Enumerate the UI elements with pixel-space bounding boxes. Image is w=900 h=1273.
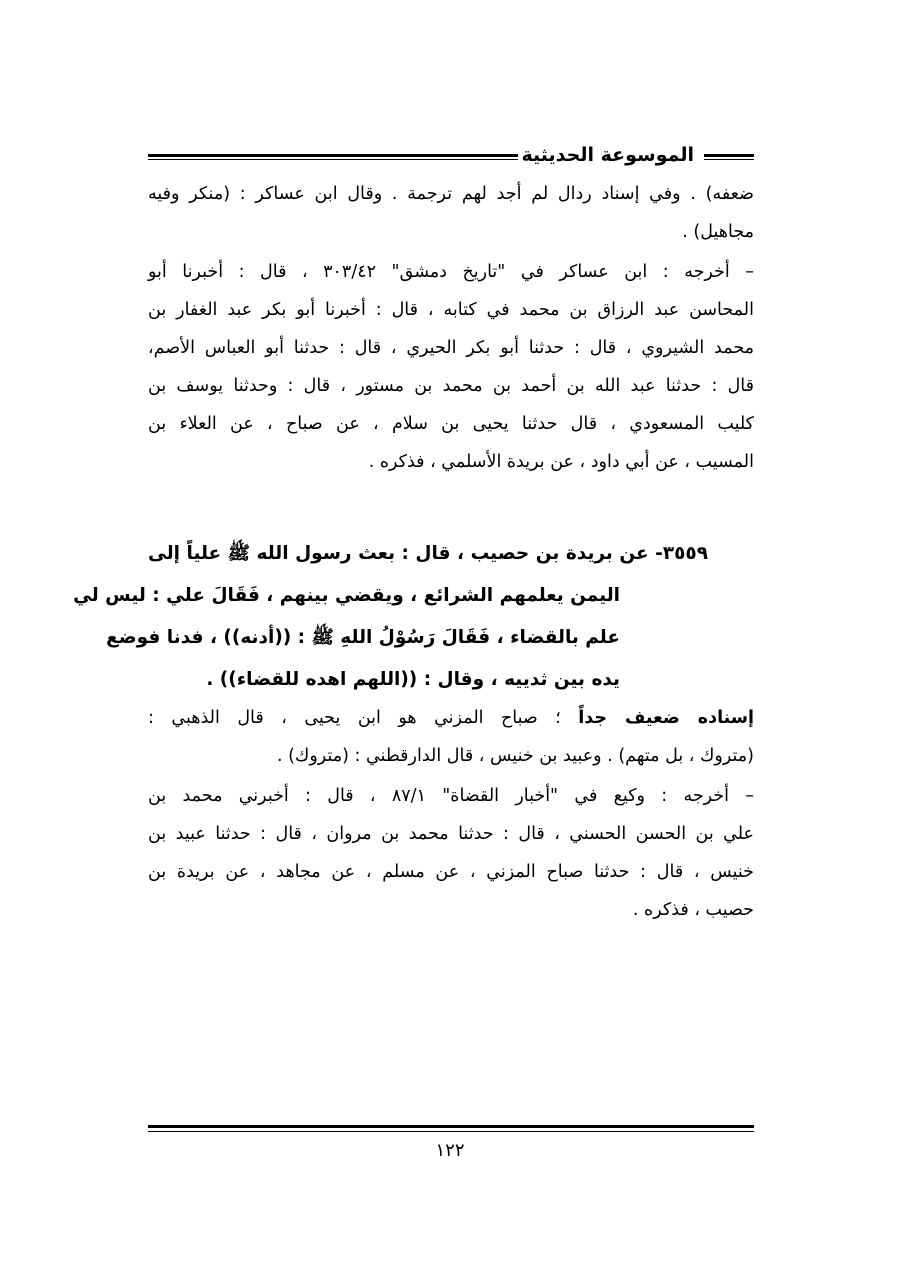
text-line: محمد الشيروي ، قال : حدثنا أبو بكر الحيري ، قال : حدثنا أبو العباس الأصم،: [148, 338, 754, 358]
isnad-grading: [148, 699, 754, 775]
page-number: ١٢٢: [435, 1140, 465, 1161]
isnad-label: إسناده ضعيف جداً: [578, 708, 754, 728]
text-line: قال : حدثنا عبد الله بن أحمد بن محمد بن مستور ، قال : وحدثنا يوسف بن: [148, 376, 754, 396]
isnad-line: [148, 699, 754, 737]
hadith-line: يده بين ثدييه ، وقال : ((اللهم اهده للقضاء)) .: [206, 669, 620, 690]
hadith-line: ٣٥٥٩- عن بريدة بن حصيب ، قال : بعث رسول الله ﷺ علياً إلى: [148, 543, 708, 564]
running-header: [148, 140, 754, 170]
text-line: حصيب ، فذكره .: [632, 900, 754, 920]
header-title: الموسوعة الحديثية: [521, 144, 694, 166]
text-line: كليب المسعودي ، قال حدثنا يحيى بن سلام ، عن صباح ، عن العلاء بن: [148, 414, 754, 434]
text-line: مجاهيل) .: [682, 222, 754, 242]
paragraph-block-1: [148, 175, 754, 251]
text-line: خنيس ، قال : حدثنا صباح المزني ، عن مسلم ، عن مجاهد ، عن بريدة بن: [148, 862, 754, 882]
footer-rule-thin: [148, 1131, 754, 1132]
hadith-text: [73, 533, 708, 701]
header-rule-short: [704, 154, 754, 160]
isnad-line: (متروك ، بل متهم) . وعبيد بن خنيس ، قال الدارقطني : (متروك) .: [276, 746, 754, 766]
text-line: – أخرجه : وكيع في "أخبار القضاة" ٨٧/١ ، قال : أخبرني محمد بن: [148, 786, 755, 806]
text-line: المسيب ، عن أبي داود ، عن بريدة الأسلمي ، فذكره .: [368, 452, 754, 472]
text-line: ضعفه) . وفي إسناد ردال لم أجد لهم ترجمة . وقال ابن عساكر : (منكر وفيه: [148, 184, 754, 204]
paragraph-block-2: [148, 253, 754, 481]
text-line: – أخرجه : ابن عساكر في "تاريخ دمشق" ٣٠٣/٤٢ ، قال : أخبرنا أبو: [148, 262, 754, 282]
header-rule-long: [148, 154, 518, 160]
hadith-line: علم بالقضاء ، فَقَالَ رَسُوْلُ اللهِ ﷺ : ((أدنه)) ، فدنا فوضع: [106, 627, 620, 648]
footer-rule: [148, 1125, 754, 1128]
paragraph-block-3: [148, 777, 754, 929]
text-line: المحاسن عبد الرزاق بن محمد في كتابه ، قال : أخبرنا أبو بكر عبد الغفار بن: [148, 300, 754, 320]
text-line: علي بن الحسن الحسني ، قال : حدثنا محمد بن مروان ، قال : حدثنا عبيد بن: [148, 824, 754, 844]
hadith-line: اليمن يعلمهم الشرائع ، ويقضي بينهم ، فَقَالَ علي : ليس لي: [73, 585, 620, 606]
isnad-rest: ؛ صباح المزني هو ابن يحيى ، قال الذهبي :: [148, 708, 579, 728]
